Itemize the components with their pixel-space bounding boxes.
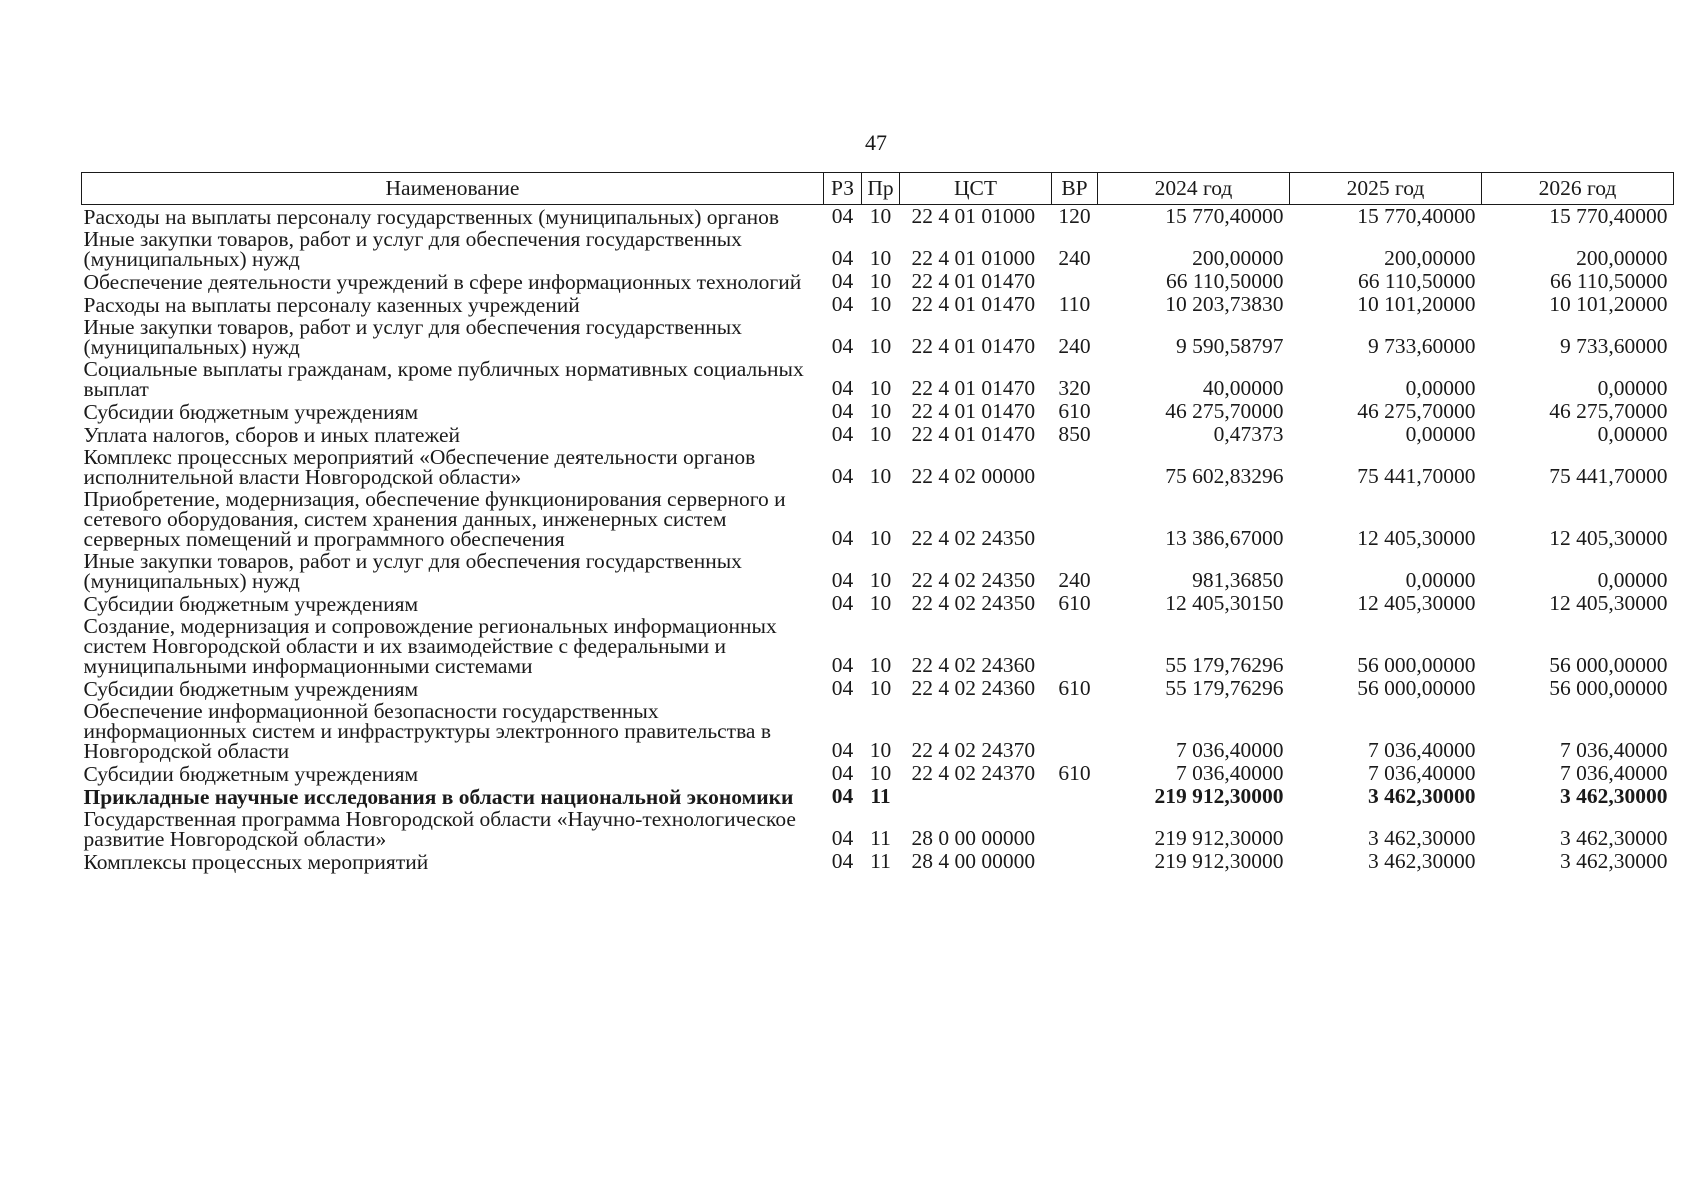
row-2025: 0,00000: [1405, 376, 1476, 400]
row-2025: 3 462,30000: [1368, 849, 1476, 873]
row-cst: 22 4 02 00000: [911, 464, 1036, 488]
row-2025: 56 000,00000: [1357, 653, 1476, 677]
row-2024: 55 179,76296: [1165, 676, 1284, 700]
table-row: [82, 446, 1674, 488]
row-name: Уплата налогов, сборов и иных платежей: [83, 423, 461, 447]
row-vr: 120: [1058, 204, 1091, 228]
row-pr: 10: [869, 269, 892, 293]
row-2025: 200,00000: [1384, 246, 1476, 270]
row-rz: 04: [831, 784, 854, 808]
table-row: [82, 700, 1674, 762]
table-header-row: [82, 173, 1674, 205]
row-pr: 10: [869, 761, 892, 785]
row-vr: 240: [1058, 568, 1091, 592]
row-2026: 10 101,20000: [1549, 292, 1668, 316]
row-rz: 04: [831, 334, 854, 358]
row-rz: 04: [831, 591, 854, 615]
row-vr: [1052, 785, 1098, 808]
row-pr: 11: [870, 784, 891, 808]
row-name: Обеспечение информационной безопасности государственных информационных систем и инфраструктуры электронного правительства в Новгородской области: [83, 699, 772, 763]
row-2026: 75 441,70000: [1549, 464, 1668, 488]
row-cst: 22 4 01 01470: [911, 376, 1036, 400]
row-cst: 22 4 01 01470: [911, 422, 1036, 446]
table-row: [82, 316, 1674, 358]
row-2025: 7 036,40000: [1368, 761, 1476, 785]
row-name: Иные закупки товаров, работ и услуг для обеспечения государственных (муниципальных) нужд: [83, 315, 742, 359]
row-pr: 10: [869, 591, 892, 615]
row-2026: 3 462,30000: [1560, 849, 1668, 873]
row-cst: 22 4 02 24370: [911, 738, 1036, 762]
row-vr: 610: [1058, 676, 1091, 700]
table-row: [82, 785, 1674, 808]
row-pr: 10: [869, 526, 892, 550]
table-row: [82, 592, 1674, 615]
page-number: 47: [865, 130, 887, 155]
row-2025: 9 733,60000: [1368, 334, 1476, 358]
row-name: Создание, модернизация и сопровождение региональных информационных систем Новгородской области и их взаимодействие с федеральными и муниципальными информационными системами: [83, 614, 777, 678]
row-2025: 56 000,00000: [1357, 676, 1476, 700]
row-2024: 7 036,40000: [1176, 738, 1284, 762]
row-2024: 219 912,30000: [1154, 849, 1284, 873]
row-vr: [1052, 488, 1098, 550]
table-row: [82, 615, 1674, 677]
header-rz: РЗ: [824, 173, 862, 205]
row-2025: 7 036,40000: [1368, 738, 1476, 762]
row-2024: 9 590,58797: [1176, 334, 1284, 358]
table-row: [82, 228, 1674, 270]
table-row: [82, 423, 1674, 446]
row-2026: 3 462,30000: [1560, 784, 1668, 808]
row-rz: 04: [831, 526, 854, 550]
row-pr: 10: [869, 376, 892, 400]
row-name: Расходы на выплаты персоналу казенных учреждений: [83, 293, 580, 317]
row-2025: 46 275,70000: [1357, 399, 1476, 423]
row-2025: 10 101,20000: [1357, 292, 1476, 316]
row-2024: 200,00000: [1192, 246, 1284, 270]
row-cst: 22 4 02 24350: [911, 591, 1036, 615]
table-row: [82, 400, 1674, 423]
row-pr: 10: [869, 653, 892, 677]
row-vr: 610: [1058, 399, 1091, 423]
row-rz: 04: [831, 826, 854, 850]
row-name: Субсидии бюджетным учреждениям: [83, 677, 419, 701]
row-2024: 219 912,30000: [1154, 826, 1284, 850]
row-vr: 610: [1058, 761, 1091, 785]
row-pr: 10: [869, 246, 892, 270]
row-vr: 850: [1058, 422, 1091, 446]
row-name: Социальные выплаты гражданам, кроме публичных нормативных социальных выплат: [83, 357, 804, 401]
table-row: [82, 293, 1674, 316]
table-body: [82, 205, 1674, 874]
row-name: Расходы на выплаты персоналу государственных (муниципальных) органов: [83, 205, 780, 229]
header-vr: ВР: [1052, 173, 1098, 205]
row-2025: 15 770,40000: [1357, 204, 1476, 228]
row-2024: 66 110,50000: [1166, 269, 1284, 293]
row-2024: 12 405,30150: [1165, 591, 1284, 615]
row-name: Субсидии бюджетным учреждениям: [83, 400, 419, 424]
budget-table: [81, 172, 1674, 873]
row-name: Иные закупки товаров, работ и услуг для обеспечения государственных (муниципальных) нужд: [83, 549, 742, 593]
table-row: [82, 808, 1674, 850]
row-2026: 3 462,30000: [1560, 826, 1668, 850]
row-2026: 12 405,30000: [1549, 591, 1668, 615]
row-rz: 04: [831, 269, 854, 293]
row-rz: 04: [831, 204, 854, 228]
table-row: [82, 762, 1674, 785]
row-pr: 10: [869, 292, 892, 316]
row-cst: 28 0 00 00000: [911, 826, 1036, 850]
row-2026: 7 036,40000: [1560, 761, 1668, 785]
row-2025: 12 405,30000: [1357, 526, 1476, 550]
row-2025: 66 110,50000: [1358, 269, 1476, 293]
row-rz: 04: [831, 761, 854, 785]
row-pr: 10: [869, 399, 892, 423]
row-rz: 04: [831, 376, 854, 400]
row-name: Субсидии бюджетным учреждениям: [83, 762, 419, 786]
row-rz: 04: [831, 422, 854, 446]
row-2026: 7 036,40000: [1560, 738, 1668, 762]
row-pr: 10: [869, 422, 892, 446]
row-2024: 46 275,70000: [1165, 399, 1284, 423]
row-vr: [1052, 850, 1098, 873]
table-row: [82, 488, 1674, 550]
row-2026: 15 770,40000: [1549, 204, 1668, 228]
row-cst: 22 4 02 24350: [911, 526, 1036, 550]
row-cst: 22 4 01 01470: [911, 399, 1036, 423]
row-2025: 0,00000: [1405, 422, 1476, 446]
row-cst: 22 4 02 24350: [911, 568, 1036, 592]
row-vr: 320: [1058, 376, 1091, 400]
row-name: Комплексы процессных мероприятий: [83, 850, 429, 874]
row-vr: 240: [1058, 334, 1091, 358]
row-name: Комплекс процессных мероприятий «Обеспечение деятельности органов исполнительной власти Новгородской области»: [83, 445, 756, 489]
row-2025: 12 405,30000: [1357, 591, 1476, 615]
row-cst: 22 4 01 01000: [911, 246, 1036, 270]
row-2026: 56 000,00000: [1549, 653, 1668, 677]
row-cst: 22 4 01 01000: [911, 204, 1036, 228]
row-pr: 10: [869, 204, 892, 228]
row-vr: [1052, 808, 1098, 850]
row-pr: 10: [869, 334, 892, 358]
row-pr: 10: [869, 464, 892, 488]
row-name: Субсидии бюджетным учреждениям: [83, 592, 419, 616]
row-rz: 04: [831, 292, 854, 316]
row-pr: 11: [870, 826, 891, 850]
header-pr: Пр: [862, 173, 900, 205]
header-2025: 2025 год: [1290, 173, 1482, 205]
row-2026: 12 405,30000: [1549, 526, 1668, 550]
row-rz: 04: [831, 246, 854, 270]
row-vr: [1052, 446, 1098, 488]
header-2026: 2026 год: [1482, 173, 1674, 205]
row-vr: 610: [1058, 591, 1091, 615]
row-cst: 22 4 01 01470: [911, 269, 1036, 293]
row-2026: 46 275,70000: [1549, 399, 1668, 423]
row-2025: 3 462,30000: [1368, 784, 1476, 808]
row-rz: 04: [831, 849, 854, 873]
table-row: [82, 550, 1674, 592]
table-row: [82, 270, 1674, 293]
row-pr: 11: [870, 849, 891, 873]
row-vr: [1052, 615, 1098, 677]
row-2024: 10 203,73830: [1165, 292, 1284, 316]
row-name: Прикладные научные исследования в области национальной экономики: [83, 785, 794, 809]
row-rz: 04: [831, 399, 854, 423]
row-vr: [1052, 700, 1098, 762]
row-cst: 28 4 00 00000: [911, 849, 1036, 873]
row-2026: 200,00000: [1576, 246, 1668, 270]
row-rz: 04: [831, 568, 854, 592]
row-2026: 0,00000: [1597, 422, 1668, 446]
row-cst: [900, 785, 1052, 808]
row-2026: 9 733,60000: [1560, 334, 1668, 358]
header-name: Наименование: [82, 173, 824, 205]
row-pr: 10: [869, 738, 892, 762]
row-cst: 22 4 02 24370: [911, 761, 1036, 785]
row-cst: 22 4 01 01470: [911, 292, 1036, 316]
table-row: [82, 358, 1674, 400]
row-vr: [1052, 270, 1098, 293]
row-2024: 219 912,30000: [1154, 784, 1284, 808]
row-2026: 0,00000: [1597, 568, 1668, 592]
row-rz: 04: [831, 464, 854, 488]
table-row: [82, 205, 1674, 229]
row-2024: 15 770,40000: [1165, 204, 1284, 228]
row-name: Иные закупки товаров, работ и услуг для обеспечения государственных (муниципальных) нужд: [83, 227, 742, 271]
row-rz: 04: [831, 653, 854, 677]
row-rz: 04: [831, 676, 854, 700]
row-2024: 40,00000: [1202, 376, 1284, 400]
row-cst: 22 4 02 24360: [911, 676, 1036, 700]
header-cst: ЦСТ: [900, 173, 1052, 205]
row-2026: 66 110,50000: [1550, 269, 1668, 293]
row-2024: 0,47373: [1213, 422, 1284, 446]
row-name: Обеспечение деятельности учреждений в сфере информационных технологий: [83, 270, 802, 294]
row-pr: 10: [869, 676, 892, 700]
header-2024: 2024 год: [1098, 173, 1290, 205]
row-name: Приобретение, модернизация, обеспечение функционирования серверного и сетевого оборудования, систем хранения данных, инженерных систем серверных помещений и программного обеспечения: [83, 487, 786, 551]
row-2024: 55 179,76296: [1165, 653, 1284, 677]
row-2026: 0,00000: [1597, 376, 1668, 400]
row-2025: 3 462,30000: [1368, 826, 1476, 850]
row-cst: 22 4 01 01470: [911, 334, 1036, 358]
row-name: Государственная программа Новгородской области «Научно-технологическое развитие Новгородской области»: [83, 807, 796, 851]
row-2024: 981,36850: [1192, 568, 1284, 592]
row-cst: 22 4 02 24360: [911, 653, 1036, 677]
row-pr: 10: [869, 568, 892, 592]
row-2024: 13 386,67000: [1165, 526, 1284, 550]
row-vr: 110: [1058, 292, 1091, 316]
row-2026: 56 000,00000: [1549, 676, 1668, 700]
table-row: [82, 850, 1674, 873]
table-row: [82, 677, 1674, 700]
row-2025: 75 441,70000: [1357, 464, 1476, 488]
row-2024: 75 602,83296: [1165, 464, 1284, 488]
row-rz: 04: [831, 738, 854, 762]
row-2024: 7 036,40000: [1176, 761, 1284, 785]
row-2025: 0,00000: [1405, 568, 1476, 592]
row-vr: 240: [1058, 246, 1091, 270]
